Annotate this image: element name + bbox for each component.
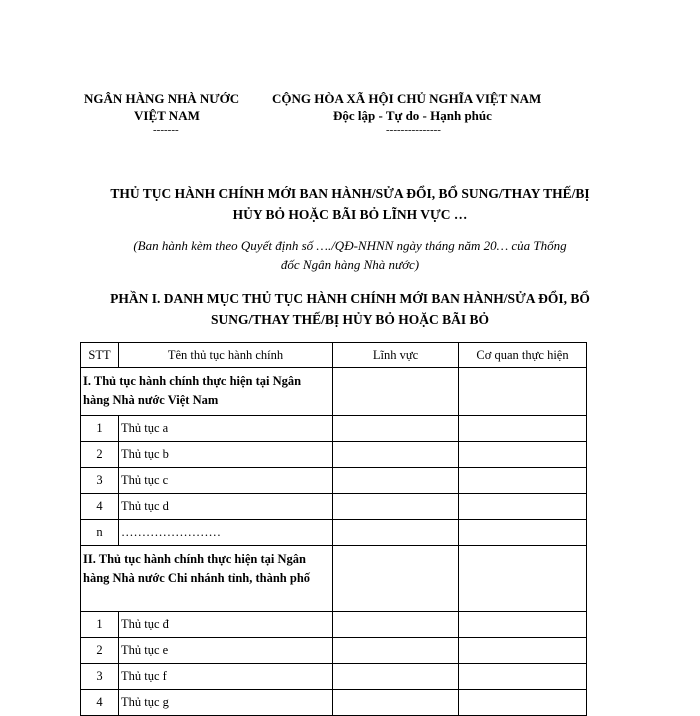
part-heading bbox=[60, 288, 640, 330]
row-field bbox=[333, 690, 459, 716]
table-row bbox=[81, 664, 587, 690]
row-agency bbox=[459, 442, 587, 468]
section-2-agency bbox=[459, 546, 587, 612]
document-title-line2: HỦY BỎ HOẶC BÃI BỎ LĨNH VỰC … bbox=[232, 207, 468, 222]
section-row bbox=[81, 368, 587, 416]
section-row bbox=[81, 546, 587, 612]
row-name: Thủ tục f bbox=[119, 664, 333, 690]
motto-divider: --------------- bbox=[386, 124, 441, 136]
section-1-field bbox=[333, 368, 459, 416]
row-stt: 4 bbox=[81, 690, 119, 716]
row-agency bbox=[459, 416, 587, 442]
row-stt: 2 bbox=[81, 442, 119, 468]
procedures-table bbox=[80, 342, 587, 716]
row-field bbox=[333, 416, 459, 442]
part-heading-line1: PHẦN I. DANH MỤC THỦ TỤC HÀNH CHÍNH MỚI BAN HÀNH/SỬA ĐỔI, BỔ bbox=[110, 291, 590, 306]
row-name: …………………… bbox=[119, 520, 333, 546]
issuer-divider: ------- bbox=[153, 124, 179, 136]
national-motto: Độc lập - Tự do - Hạnh phúc bbox=[333, 108, 492, 123]
issuer-name-line1: NGÂN HÀNG NHÀ NƯỚC bbox=[84, 91, 240, 106]
row-agency bbox=[459, 468, 587, 494]
header-field: Lĩnh vực bbox=[333, 343, 459, 368]
row-agency bbox=[459, 612, 587, 638]
row-agency bbox=[459, 638, 587, 664]
issuer-name-line2: VIỆT NAM bbox=[134, 108, 200, 123]
row-field bbox=[333, 468, 459, 494]
table-row bbox=[81, 494, 587, 520]
row-name: Thủ tục d bbox=[119, 494, 333, 520]
table-row bbox=[81, 468, 587, 494]
table-row bbox=[81, 612, 587, 638]
row-name: Thủ tục c bbox=[119, 468, 333, 494]
document-subtitle-line2: đốc Ngân hàng Nhà nước) bbox=[280, 257, 420, 272]
row-field bbox=[333, 520, 459, 546]
row-agency bbox=[459, 690, 587, 716]
row-field bbox=[333, 638, 459, 664]
table-row bbox=[81, 416, 587, 442]
table-row bbox=[81, 442, 587, 468]
row-field bbox=[333, 612, 459, 638]
row-name: Thủ tục e bbox=[119, 638, 333, 664]
document-title bbox=[60, 183, 640, 225]
row-stt: 3 bbox=[81, 468, 119, 494]
section-1-agency bbox=[459, 368, 587, 416]
row-stt: 1 bbox=[81, 612, 119, 638]
part-heading-line2: SUNG/THAY THẾ/BỊ HỦY BỎ HOẶC BÃI BỎ bbox=[210, 312, 490, 327]
row-name: Thủ tục b bbox=[119, 442, 333, 468]
document-subtitle-line1: (Ban hành kèm theo Quyết định số …./QĐ-NHNN ngày tháng năm 20… của Thống bbox=[133, 238, 567, 253]
row-field bbox=[333, 494, 459, 520]
row-name: Thủ tục đ bbox=[119, 612, 333, 638]
table-row bbox=[81, 690, 587, 716]
row-stt: 4 bbox=[81, 494, 119, 520]
document-subtitle bbox=[60, 236, 640, 274]
row-name: Thủ tục g bbox=[119, 690, 333, 716]
header-stt: STT bbox=[81, 343, 119, 368]
section-1-label: I. Thủ tục hành chính thực hiện tại Ngân hàng Nhà nước Việt Nam bbox=[81, 368, 333, 416]
row-name: Thủ tục a bbox=[119, 416, 333, 442]
section-2-field bbox=[333, 546, 459, 612]
document-title-line1: THỦ TỤC HÀNH CHÍNH MỚI BAN HÀNH/SỬA ĐỔI, BỔ SUNG/THAY THẾ/BỊ bbox=[110, 186, 590, 201]
row-stt: n bbox=[81, 520, 119, 546]
table-header-row bbox=[81, 343, 587, 368]
row-field bbox=[333, 664, 459, 690]
header-procedure-name: Tên thủ tục hành chính bbox=[119, 343, 333, 368]
section-2-label: II. Thủ tục hành chính thực hiện tại Ngân hàng Nhà nước Chi nhánh tỉnh, thành phố bbox=[81, 546, 333, 612]
row-agency bbox=[459, 664, 587, 690]
table-row bbox=[81, 638, 587, 664]
table-row bbox=[81, 520, 587, 546]
row-stt: 1 bbox=[81, 416, 119, 442]
row-agency bbox=[459, 494, 587, 520]
national-title: CỘNG HÒA XÃ HỘI CHỦ NGHĨA VIỆT NAM bbox=[272, 91, 542, 106]
header-agency: Cơ quan thực hiện bbox=[459, 343, 587, 368]
row-agency bbox=[459, 520, 587, 546]
row-stt: 3 bbox=[81, 664, 119, 690]
row-field bbox=[333, 442, 459, 468]
row-stt: 2 bbox=[81, 638, 119, 664]
